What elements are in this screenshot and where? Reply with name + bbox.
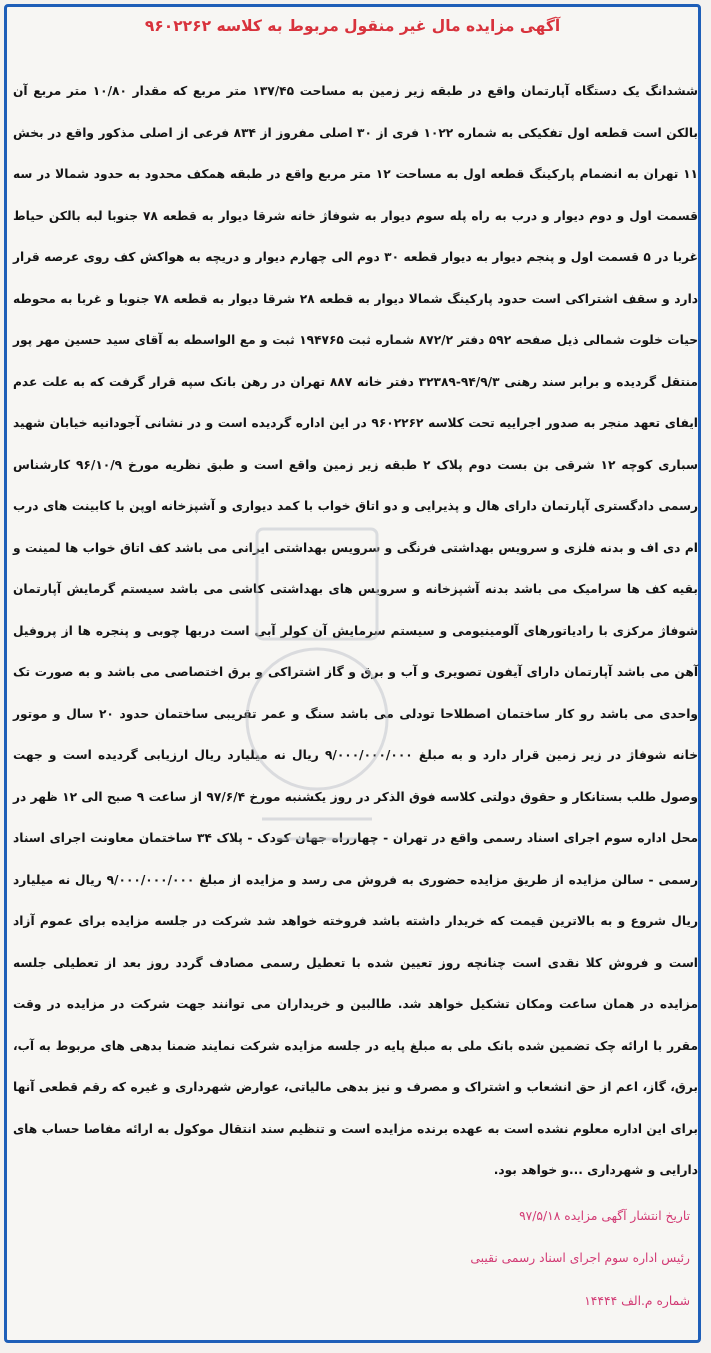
notice-frame — [4, 4, 701, 1343]
publish-date: تاریخ انتشار آگهی مزایده ۹۷/۵/۱۸ — [519, 1209, 690, 1223]
notice-title: آگهی مزایده مال غیر منقول مربوط به کلاسه ۹۶۰۲۲۶۲ — [144, 17, 561, 35]
signatory: رئیس اداره سوم اجرای اسناد رسمی نقیبی — [470, 1251, 690, 1265]
notice-body: ششدانگ یک دستگاه آپارتمان واقع در طبقه زیر زمین به مساحت ۱۳۷/۴۵ متر مربع که مقدار ۱۰/۸۰ متر مربع آن بالکن است قطعه اول تفکیکی به شماره ۱۰۲۲ فری از ۳۰ اصلی مفروز از ۸۳۴ فرعی از اصلی مذکور واقع در بخش ۱۱ تهران به انضمام پارکینگ قطعه اول به مساحت ۱۲ متر مربع واقع در طبقه همکف محدود به حدود شمالا در سه قسمت اول و دوم دیوار و درب به راه پله سوم دیوار به شوفاژ خانه شرقا دیوار به قطعه ۷۸ جنوبا لبه بالکن حیاط غربا در ۵ قسمت اول و پنجم دیوار به دیوار قطعه ۳۰ دوم الی چهارم دیوار و دریچه به هواکش کف روی عرصه قرار دارد و سقف اشتراکی است حدود پارکینگ شمالا دیوار به قطعه ۲۸ شرقا دیوار به قطعه ۷۸ جنوبا و غربا به محوطه حیات خلوت شمالی ذیل صفحه ۵۹۲ دفتر ۸۷۲/۲ شماره ثبت ۱۹۴۷۶۵ ثبت و مع الواسطه به آقای سید حسین مهر پور منتقل گردیده و برابر سند رهنی ۹۴/۹/۳-۳۲۳۸۹ دفتر خانه ۸۸۷ تهران در رهن بانک سپه قرار گرفت که به علت عدم ایفای تعهد منجر به صدور اجراییه تحت کلاسه ۹۶۰۲۲۶۲ در این اداره گردیده است و در نشانی آجودانیه خیابان شهید سباری کوچه ۱۲ شرقی بن بست دوم پلاک ۲ طبقه زیر زمین واقع است و طبق نظریه مورخ ۹۶/۱۰/۹ کارشناس رسمی دادگستری آپارتمان دارای هال و پذیرایی و دو اتاق خواب با کمد دیواری و آشپزخانه اوپن با کابینت های درب ام دی اف و بدنه فلزی و سرویس بهداشتی فرنگی و سرویس بهداشتی ایرانی می باشد کف اتاق خواب ها لمینت و بقیه کف ها سرامیک می باشد بدنه آشپزخانه و سرویس های بهداشتی کاشی می باشد سیستم گرمایش آپارتمان شوفاژ مرکزی با رادیاتورهای آلومینیومی و سیستم سرمایش آن کولر آبی است دربها چوبی و پنجره ها از پروفیل آهن می باشد آپارتمان دارای آیفون تصویری و آب و برق و گاز اشتراکی و برق اختصاصی می باشد و به صورت تک واحدی می باشد رو کار ساختمان اصطلاحا تودلی می باشد سنگ و عمر تقریبی ساختمان حدود ۲۰ سال و موتور خانه شوفاژ در زیر زمین قرار دارد و به مبلغ ۹/۰۰۰/۰۰۰/۰۰۰ ریال نه میلیارد ریال ارزیابی گردیده است و جهت وصول طلب بستانکار و حقوق دولتی کلاسه فوق الذکر در روز یکشنبه مورخ ۹۷/۶/۴ از ساعت ۹ صبح الی ۱۲ ظهر در محل اداره سوم اجرای اسناد رسمی واقع در تهران - چهارراه جهان کودک - پلاک ۳۴ ساختمان معاونت اجرای اسناد رسمی - سالن مزایده از طریق مزایده حضوری به فروش می رسد و مزایده از مبلغ ۹/۰۰۰/۰۰۰/۰۰۰ ریال نه میلیارد ریال شروع و به بالاترین قیمت که خریدار داشته باشد فروخته خواهد شد شرکت در جلسه مزایده برای عموم آزاد است و فروش کلا نقدی است چنانچه روز تعیین شده با تعطیل رسمی مصادف گردد روز بعد از تعطیلی جلسه مزایده در همان ساعت ومکان تشکیل خواهد شد. طالبین و خریداران می توانند جهت شرکت در مزایده در وقت مقرر با ارائه چک تضمین شده بانک ملی به مبلغ پایه در جلسه مزایده شرکت نمایند ضمنا بدهی های مربوط به آب، برق، گاز، اعم از حق انشعاب و اشتراک و مصرف و نیز بدهی مالیاتی، عوارض شهرداری و غیره که رقم قطعی آنها برای این اداره معلوم نشده است به عهده برنده مزایده است و تنظیم سند انتقال موکول به ارائه مفاصا حساب های دارایی و شهرداری ...و خواهد بود. — [13, 84, 699, 1177]
reference-number: شماره م.الف ۱۴۴۴۴ — [584, 1294, 690, 1308]
